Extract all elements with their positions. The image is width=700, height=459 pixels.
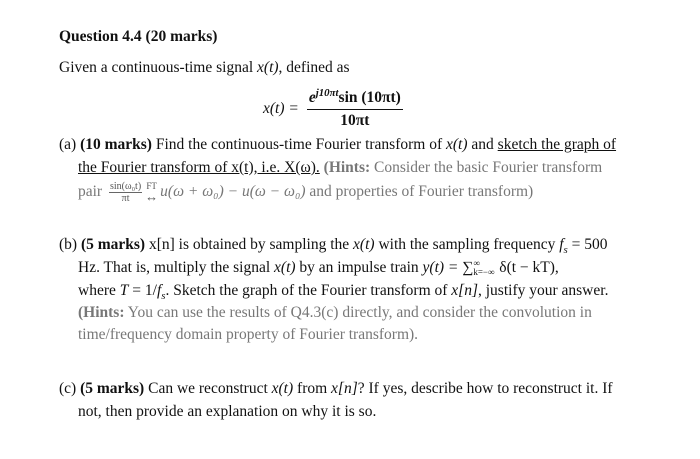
part-c-line-1: (c) (5 marks) Can we reconstruct x(t) from x[n]? If yes, describe how to reconstruct it. If [59,380,613,397]
part-b-line-2: Hz. That is, multiply the signal x(t) by an impulse train y(t) = ∑ ∞ k=−∞ δ(t − kT), [78,258,559,278]
hint-fraction: $\frac{\text{sin(ω₀t)}}{\pi t}$ [109,181,142,204]
part-a-line-2 [78,157,602,179]
part-b-line-3: where $T = 1/f_s$. Sketch the graph of the Fourier transform of x[n], justify your answer. [78,282,609,303]
ft-pair-arrow: FT ↔ [145,181,159,204]
intro-signal: x(t) [257,59,279,76]
part-a-line-1: (a) (10 marks) Find the continuous-time Fourier transform of x(t) and sketch the graph of [59,136,617,153]
part-c-line-2: not, then provide an explanation on why it is so. [78,403,377,420]
part-b-hints-1: (Hints: You can use the results of Q4.3(c) directly, and consider the convolution in [78,304,592,321]
part-c-marks: (5 marks) [80,380,145,397]
part-a-marks: (10 marks) [80,136,152,153]
formula-fraction [307,86,403,130]
hint-rhs: u(ω + ω₀) − u(ω − ω₀) [160,183,306,201]
question-title: Question 4.4 (20 marks) [59,28,218,45]
part-a-underlined-1: sketch the graph of [497,136,617,153]
part-a-underlined-2: the Fourier transform of x(t), i.e. X(ω). [78,159,320,176]
summation-symbol: ∑ [462,259,474,276]
intro-line [59,57,350,79]
formula-lhs: x(t) = [263,100,299,117]
signal-formula [263,84,403,134]
summation-limits: ∞ k=−∞ [473,258,495,278]
formula-denominator: 10πt [340,111,370,129]
formula-numerator: $e^{j10\pi t}\sin$ (10πt) [307,89,403,110]
part-a-hints: (Hints: Consider the basic Fourier transform [323,159,603,176]
part-b-hints-2: time/frequency domain property of Fourier transform). [78,326,419,343]
intro-post: , defined as [278,59,350,76]
part-b-line-1: (b) (5 marks) x[n] is obtained by sampling the x(t) with the sampling frequency $f_s = 500$ [59,236,608,257]
part-b-marks: (5 marks) [80,236,146,253]
part-a-line-3: pair $\frac{\text{sin(ω₀t)}}{\pi t}$ FT ↔ u(ω + ω₀) − u(ω − ω₀) and properties of Fourier transform) [78,181,534,204]
intro-pre: Given a continuous-time signal [59,59,258,76]
